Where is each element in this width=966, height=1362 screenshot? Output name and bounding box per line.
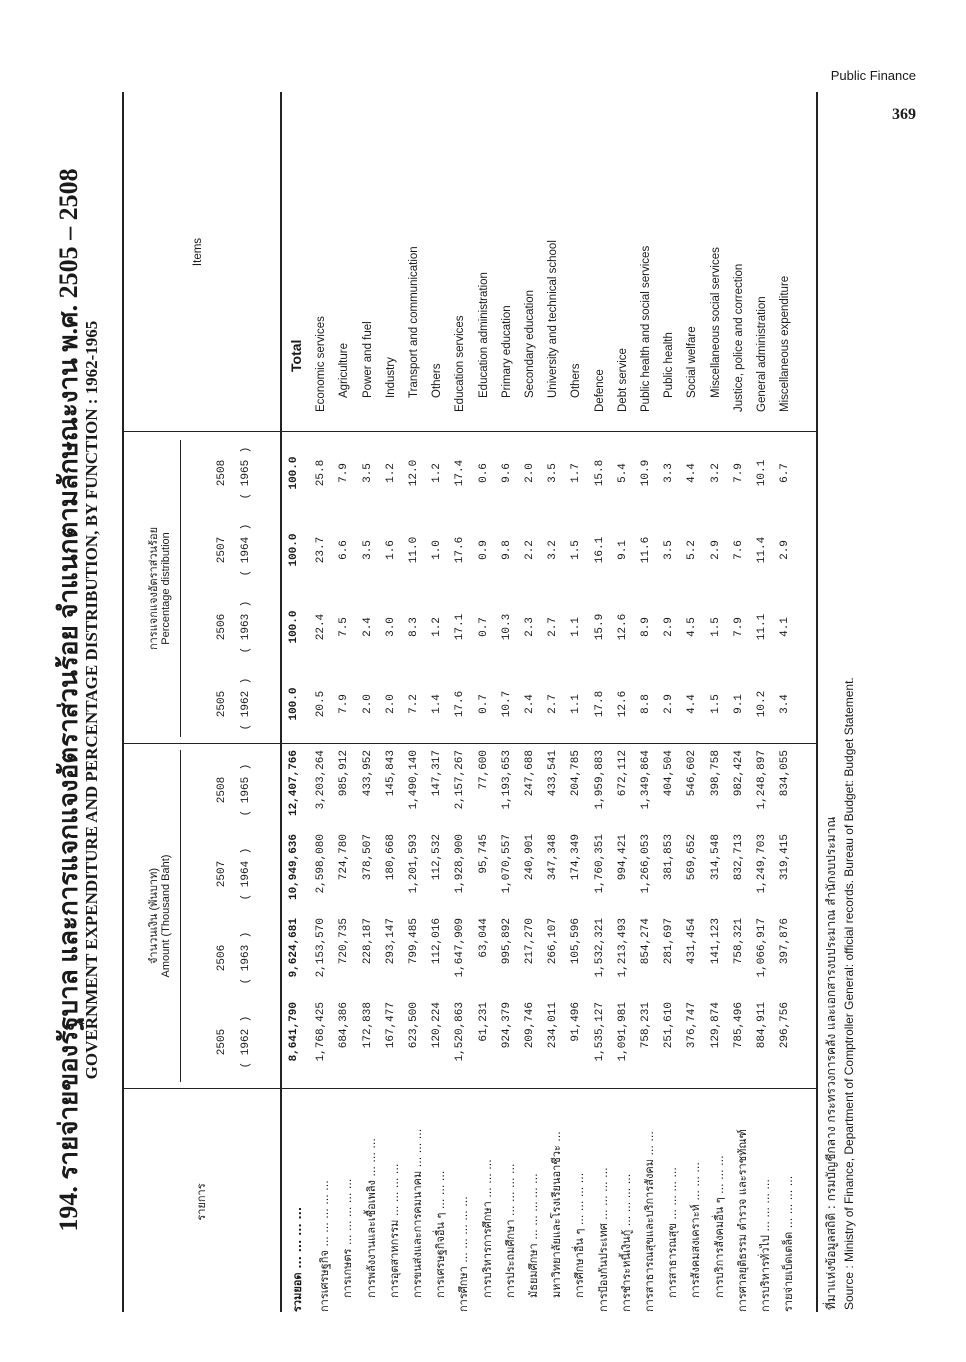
- row-label-thai: การศึกษา ... ... ... ... ...: [457, 1196, 471, 1312]
- amount-cell: 9,624,681: [288, 918, 300, 978]
- row-label-thai: การบริการสังคมอื่น ๆ ... ... ...: [712, 1155, 726, 1298]
- header-year-ad: ( 1962 ): [240, 1015, 252, 1069]
- row-label-english: Total: [288, 339, 304, 372]
- percent-cell: 7.9: [338, 694, 351, 714]
- row-label-english: Public health and social services: [640, 245, 652, 412]
- header-year-ad: ( 1962 ): [240, 677, 252, 731]
- amount-cell: 2,157,267: [454, 750, 467, 810]
- percent-cell: 1.2: [431, 463, 444, 483]
- row-label-thai: การสาธารณสุขและบริการสังคม ... ...: [643, 1131, 656, 1312]
- amount-cell: 247,688: [524, 750, 536, 797]
- amount-cell: 147,317: [431, 750, 444, 797]
- rotated-table-page: [40, 70, 880, 1330]
- percent-cell: 100.0: [288, 456, 300, 490]
- amount-cell: 1,091,981: [616, 1002, 629, 1062]
- percent-cell: 6.7: [779, 463, 792, 483]
- amount-cell: 381,853: [663, 834, 676, 881]
- percent-cell: 10.9: [640, 459, 652, 487]
- percent-cell: 2.7: [547, 617, 560, 637]
- percent-cell: 7.9: [338, 463, 351, 483]
- percent-cell: 1.7: [570, 463, 583, 483]
- percent-cell: 25.8: [315, 459, 328, 487]
- percent-cell: 0.7: [477, 617, 490, 637]
- amount-cell: 77,600: [477, 750, 490, 790]
- percent-cell: 10.7: [500, 690, 513, 718]
- percent-cell: 1.4: [431, 694, 444, 714]
- percent-cell: 7.9: [732, 617, 745, 637]
- header-year-be: 2505: [216, 1028, 228, 1056]
- percent-cell: 8.3: [408, 617, 420, 637]
- amount-cell: 251,610: [663, 1002, 676, 1049]
- amount-cell: 12,407,766: [288, 750, 300, 817]
- percent-cell: 2.0: [384, 694, 397, 714]
- amount-cell: 141,123: [709, 918, 722, 965]
- percent-cell: 15.8: [593, 459, 606, 487]
- percent-cell: 4.1: [779, 617, 792, 637]
- row-label-thai: มหาวิทยาลัยและโรงเรียนอาชีวะ ...: [550, 1131, 564, 1298]
- amount-cell: 1,532,321: [593, 918, 606, 978]
- percent-cell: 1.0: [431, 540, 444, 560]
- amount-cell: 1,959,883: [593, 750, 606, 810]
- amount-cell: 1,760,351: [593, 834, 606, 894]
- percent-cell: 23.7: [315, 536, 328, 564]
- row-label-english: University and technical school: [547, 240, 560, 398]
- percent-cell: 10.1: [756, 459, 768, 487]
- row-label-english: Defence: [593, 369, 606, 412]
- amount-cell: 319,415: [779, 834, 792, 881]
- row-label-english: Debt service: [616, 348, 629, 412]
- percent-cell: 2.4: [361, 617, 374, 637]
- amount-cell: 1,266,053: [640, 834, 652, 894]
- percent-cell: 3.5: [361, 463, 374, 483]
- amount-cell: 266,107: [547, 918, 560, 965]
- table-title-english: GOVERNMENT EXPENDITURE AND PERCENTAGE DISTRIBUTION, BY FUNCTION : 1962-1965: [82, 320, 101, 1080]
- amount-cell: 2,153,570: [315, 918, 328, 978]
- amount-cell: 112,016: [431, 918, 444, 965]
- row-label-english: Primary education: [500, 305, 513, 398]
- row-label-thai: มัธยมศึกษา ... ... ... ... ...: [527, 1173, 540, 1298]
- amount-cell: 724,780: [338, 834, 351, 881]
- amount-cell: 296,756: [779, 1002, 792, 1049]
- row-label-thai: การป้องกันประเทศ ... ... ... ...: [596, 1167, 610, 1312]
- amount-cell: 884,911: [756, 1002, 768, 1049]
- percent-cell: 17.4: [454, 459, 467, 487]
- percent-cell: 2.7: [547, 694, 560, 714]
- percent-cell: 11.1: [756, 613, 768, 641]
- header-amount-thai: จำนวนเงิน (พันบาท): [148, 867, 160, 965]
- amount-cell: 758,321: [732, 918, 745, 965]
- amount-cell: 398,758: [709, 750, 722, 797]
- header-items-thai: รายการ: [195, 1183, 208, 1221]
- amount-cell: 112,532: [431, 834, 444, 881]
- header-bottom-rule: [280, 92, 282, 1312]
- table-title-thai: 194. รายจ่ายของรัฐบาล และการแจกแจงอัตราส่วนร้อย จำแนกตามลักษณะงาน พ.ศ. 2505 – 2508: [54, 168, 83, 1232]
- percent-cell: 2.0: [361, 694, 374, 714]
- percent-cell: 2.9: [663, 617, 676, 637]
- amount-cell: 217,270: [524, 918, 536, 965]
- row-label-thai: การเกษตร ... ... ... ... ...: [341, 1178, 355, 1298]
- row-label-english: Economic services: [315, 316, 328, 412]
- percent-cell: 2.4: [524, 694, 536, 714]
- col-divider-pct: [122, 431, 816, 432]
- header-pct-english: Percentage distribution: [160, 532, 172, 645]
- header-items-english: Items: [192, 237, 204, 267]
- amount-cell: 10,949,636: [288, 834, 300, 901]
- amount-cell: 672,112: [616, 750, 629, 797]
- amount-cell: 234,011: [547, 1002, 560, 1049]
- percent-cell: 1.2: [384, 463, 397, 483]
- percent-cell: 3.5: [361, 540, 374, 560]
- amount-cell: 1,520,863: [454, 1002, 467, 1062]
- percent-cell: 5.2: [686, 540, 699, 560]
- header-year-ad: ( 1964 ): [240, 847, 252, 901]
- row-label-thai: รวมยอด ... ... ... ...: [291, 1207, 304, 1312]
- percent-cell: 17.6: [454, 690, 467, 718]
- percent-cell: 3.3: [663, 463, 676, 483]
- amount-cell: 982,424: [732, 750, 745, 797]
- amount-cell: 1,349,864: [640, 750, 652, 810]
- row-label-english: Industry: [384, 357, 397, 398]
- amount-cell: 293,147: [384, 918, 397, 965]
- amount-cell: 2,598,080: [315, 834, 328, 894]
- amount-cell: 431,454: [686, 918, 699, 965]
- row-label-english: Secondary education: [524, 289, 536, 398]
- table-bottom-rule: [816, 92, 818, 1312]
- amount-cell: 120,224: [431, 1002, 444, 1049]
- percent-cell: 4.4: [686, 694, 699, 714]
- percent-cell: 11.6: [640, 536, 652, 564]
- amount-cell: 167,477: [384, 1002, 397, 1049]
- amount-cell: 994,421: [616, 834, 629, 881]
- amount-group-rule: [180, 750, 181, 1082]
- percent-cell: 17.1: [454, 613, 467, 641]
- amount-cell: 1,070,557: [500, 834, 513, 894]
- percent-cell: 7.6: [732, 540, 745, 560]
- row-label-thai: การบริหารทั่วไป ... ... ... ...: [759, 1179, 772, 1312]
- percent-cell: 7.9: [732, 463, 745, 483]
- percent-cell: 3.5: [547, 463, 560, 483]
- percent-cell: 3.2: [709, 463, 722, 483]
- amount-cell: 404,504: [663, 750, 676, 797]
- amount-cell: 397,876: [779, 918, 792, 965]
- row-label-thai: การสังคมสงเคราะห์ ... ... ...: [689, 1162, 703, 1298]
- row-label-english: Education services: [454, 315, 467, 412]
- row-label-thai: การสาธารณสุข ... ... ... ...: [666, 1167, 680, 1298]
- amount-cell: 174,349: [570, 834, 583, 881]
- percent-cell: 22.4: [315, 613, 328, 641]
- percent-cell: 5.4: [616, 463, 629, 483]
- percent-cell: 2.3: [524, 617, 536, 637]
- amount-cell: 995,892: [500, 918, 513, 965]
- amount-cell: 758,231: [640, 1002, 652, 1049]
- row-label-english: General administration: [756, 296, 768, 412]
- header-year-be: 2507: [216, 860, 228, 888]
- row-label-thai: การขนส่งและการคมนาคม ... ... ...: [411, 1128, 424, 1298]
- header-year-be: 2507: [216, 536, 228, 564]
- amount-cell: 546,602: [686, 750, 699, 797]
- percent-cell: 15.9: [593, 613, 606, 641]
- amount-cell: 145,843: [384, 750, 397, 797]
- row-label-english: Power and fuel: [361, 321, 374, 398]
- amount-cell: 1,248,897: [756, 750, 768, 810]
- percent-cell: 2.0: [524, 463, 536, 483]
- amount-cell: 684,386: [338, 1002, 351, 1049]
- percent-cell: 12.6: [616, 613, 629, 641]
- percent-cell: 17.8: [593, 690, 606, 718]
- percent-cell: 1.1: [570, 617, 583, 637]
- percent-cell: 6.6: [338, 540, 351, 560]
- amount-cell: 1,213,493: [616, 918, 629, 978]
- percent-cell: 2.2: [524, 540, 536, 560]
- percent-cell: 3.2: [547, 540, 560, 560]
- header-year-ad: ( 1964 ): [240, 523, 252, 577]
- amount-cell: 985,912: [338, 750, 351, 797]
- percent-cell: 1.1: [570, 694, 583, 714]
- percent-cell: 0.6: [477, 463, 490, 483]
- header-amount-english: Amount (Thousand Baht): [160, 854, 172, 978]
- row-label-thai: การศึกษาอื่น ๆ ... ... ... ...: [573, 1172, 587, 1298]
- row-label-english: Transport and communication: [408, 246, 420, 398]
- percent-cell: 3.4: [779, 694, 792, 714]
- amount-cell: 1,066,917: [756, 918, 768, 978]
- row-label-english: Agriculture: [338, 343, 351, 398]
- amount-cell: 228,187: [361, 918, 374, 965]
- percent-cell: 1.5: [570, 540, 583, 560]
- percent-cell: 1.5: [709, 617, 722, 637]
- percent-cell: 1.2: [431, 617, 444, 637]
- amount-cell: 209,746: [524, 1002, 536, 1049]
- footnote-thai: ที่มาแห่งข้อมูลสถิติ : กรมบัญชีกลาง กระทรวงการคลัง และเอกสารงบประมาณ สำนักงบประมาณ: [824, 816, 838, 1310]
- running-head: Public Finance: [830, 68, 916, 83]
- table-top-rule: [122, 92, 124, 1312]
- percent-cell: 100.0: [288, 687, 300, 721]
- header-year-be: 2505: [216, 690, 228, 718]
- percent-cell: 9.8: [500, 540, 513, 560]
- amount-cell: 180,668: [384, 834, 397, 881]
- header-year-ad: ( 1965 ): [240, 446, 252, 500]
- amount-cell: 63,044: [477, 918, 490, 958]
- amount-cell: 834,055: [779, 750, 792, 797]
- percent-cell: 10.3: [500, 613, 513, 641]
- percent-cell: 9.1: [616, 540, 629, 560]
- amount-cell: 129,874: [709, 1002, 722, 1049]
- percent-cell: 4.5: [686, 617, 699, 637]
- percent-cell: 7.2: [408, 694, 420, 714]
- percent-cell: 3.0: [384, 617, 397, 637]
- percent-cell: 0.9: [477, 540, 490, 560]
- col-divider-items-thai: [122, 1088, 816, 1089]
- amount-cell: 3,203,264: [315, 750, 328, 810]
- header-year-be: 2508: [216, 459, 228, 487]
- percent-cell: 16.1: [593, 536, 606, 564]
- row-label-english: Justice, police and correction: [732, 263, 745, 412]
- percent-cell: 12.6: [616, 690, 629, 718]
- percent-cell: 20.5: [315, 690, 328, 718]
- percent-cell: 1.6: [384, 540, 397, 560]
- row-label-thai: การบริหารการศึกษา ... ... ...: [480, 1159, 494, 1298]
- amount-cell: 854,274: [640, 918, 652, 965]
- amount-cell: 433,952: [361, 750, 374, 797]
- amount-cell: 61,231: [477, 1002, 490, 1042]
- header-year-ad: ( 1963 ): [240, 931, 252, 985]
- percent-cell: 10.2: [756, 690, 768, 718]
- pct-group-rule: [180, 440, 181, 737]
- amount-cell: 240,901: [524, 834, 536, 881]
- row-label-english: Others: [431, 363, 444, 398]
- amount-cell: 8,641,790: [288, 1002, 300, 1062]
- row-label-thai: รายจ่ายเบ็ดเตล็ด ... ... ... ...: [782, 1175, 796, 1312]
- amount-cell: 1,768,425: [315, 1002, 328, 1062]
- row-label-thai: การศาลยุติธรรม ตำรวจ และราชทัณฑ์: [735, 1129, 749, 1312]
- row-label-english: Miscellaneous social services: [709, 247, 722, 398]
- header-year-be: 2508: [216, 776, 228, 804]
- expenditure-table: [122, 92, 816, 1312]
- amount-cell: 314,548: [709, 834, 722, 881]
- percent-cell: 2.9: [709, 540, 722, 560]
- header-pct-thai: การแจกแจงอัตราส่วนร้อย: [148, 526, 160, 651]
- amount-cell: 1,490,140: [408, 750, 420, 810]
- row-label-english: Miscellaneous expenditure: [779, 275, 792, 412]
- row-label-thai: การอุตสาหกรรม ... ... ... ...: [387, 1163, 401, 1298]
- percent-cell: 12.0: [408, 459, 420, 487]
- row-label-english: Education administration: [477, 272, 490, 398]
- amount-cell: 95,745: [477, 834, 490, 874]
- amount-cell: 204,785: [570, 750, 583, 797]
- percent-cell: 4.4: [686, 463, 699, 483]
- amount-cell: 172,838: [361, 1002, 374, 1049]
- amount-cell: 347,348: [547, 834, 560, 881]
- row-label-thai: การเศรษฐกิจ ... ... ... ... ...: [318, 1180, 332, 1312]
- col-divider-amount: [122, 743, 816, 744]
- percent-cell: 11.0: [408, 536, 420, 564]
- percent-cell: 17.6: [454, 536, 467, 564]
- amount-cell: 1,647,909: [454, 918, 467, 978]
- amount-cell: 924,379: [500, 1002, 513, 1049]
- amount-cell: 785,496: [732, 1002, 745, 1049]
- amount-cell: 569,652: [686, 834, 699, 881]
- row-label-english: Social welfare: [686, 326, 699, 398]
- amount-cell: 1,249,703: [756, 834, 768, 894]
- percent-cell: 7.5: [338, 617, 351, 637]
- amount-cell: 376,747: [686, 1002, 699, 1049]
- row-label-thai: การพลังงานและเชื้อเพลิง ... ... ...: [364, 1138, 378, 1298]
- percent-cell: 8.9: [640, 617, 652, 637]
- amount-cell: 1,193,653: [500, 750, 513, 810]
- percent-cell: 11.4: [756, 536, 768, 564]
- page-number: 369: [892, 106, 916, 123]
- amount-cell: 91,496: [570, 1002, 583, 1042]
- row-label-english: Public health: [663, 332, 676, 398]
- percent-cell: 9.1: [732, 694, 745, 714]
- row-label-thai: การประถมศึกษา ... ... ... ...: [503, 1163, 517, 1298]
- row-label-thai: การชำระหนี้เงินกู้ ... ... ... ...: [619, 1173, 633, 1312]
- amount-cell: 1,201,593: [408, 834, 420, 894]
- header-year-be: 2506: [216, 613, 228, 641]
- amount-cell: 623,500: [408, 1002, 420, 1049]
- percent-cell: 2.9: [663, 694, 676, 714]
- row-label-english: Others: [570, 363, 583, 398]
- amount-cell: 799,485: [408, 918, 420, 965]
- amount-cell: 433,541: [547, 750, 560, 797]
- amount-cell: 105,596: [570, 918, 583, 965]
- footnote-english: Source : Ministry of Finance, Department of Comptroller General: official records. Bureau of Budget: Budget Statement.: [842, 677, 856, 1310]
- percent-cell: 3.5: [663, 540, 676, 560]
- percent-cell: 2.9: [779, 540, 792, 560]
- percent-cell: 1.5: [709, 694, 722, 714]
- percent-cell: 0.7: [477, 694, 490, 714]
- row-label-thai: การเศรษฐกิจอื่น ๆ ... ... ...: [434, 1170, 448, 1298]
- amount-cell: 1,535,127: [593, 1002, 606, 1062]
- percent-cell: 100.0: [288, 533, 300, 567]
- percent-cell: 9.6: [500, 463, 513, 483]
- header-year-ad: ( 1965 ): [240, 763, 252, 817]
- percent-cell: 8.8: [640, 694, 652, 714]
- amount-cell: 281,697: [663, 918, 676, 965]
- header-year-be: 2506: [216, 944, 228, 972]
- amount-cell: 720,735: [338, 918, 351, 965]
- amount-cell: 832,713: [732, 834, 745, 881]
- amount-cell: 1,928,900: [454, 834, 467, 894]
- amount-cell: 378,507: [361, 834, 374, 881]
- percent-cell: 100.0: [288, 610, 300, 644]
- header-year-ad: ( 1963 ): [240, 600, 252, 654]
